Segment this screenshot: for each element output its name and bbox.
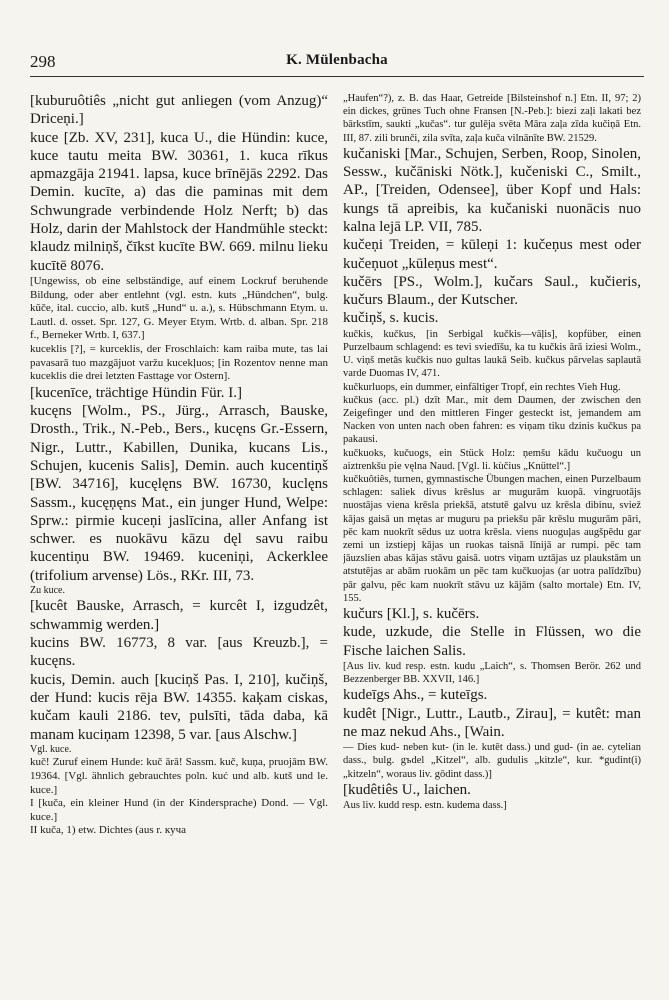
entry-kuckurluops: kučkurluops, ein dummer, einfältiger Tropf, ein rechtes Vieh Hug. xyxy=(343,381,621,393)
entry-kudeigs: kudeīgs Ahs., = kuteīgs. xyxy=(343,687,488,704)
entry-kudeties: [kudêtiês U., laichen. xyxy=(343,781,471,798)
entry-kuckis: kučkis, kučkus, [in Serbigal kučkis—vāļis], kopfüber, einen Purzelbaum schlagend: es tevi sviedīšu, ka tu kučkis ārā iziesi Wolm., U. viņš metās kučkis nuo gultas laukā Seib. kučkus pārvelas saplautā varde Duomas IV, 471. xyxy=(343,328,641,380)
etymology-kudeties: Aus liv. kudd resp. estn. kudema dass.] xyxy=(343,800,507,812)
note-kucens: Zu kuce. xyxy=(30,584,65,596)
entry-kuce: kuce [Zb. XV, 231], kuca U., die Hündin: kuce, kuce tautu meita BW. 30361, 1. kuca rīkus apmazgāja 21941. lapsa, kuce brīnējās 2292. Das Demin. kucīte, a) das die paminas mit dem Schwungrade verbindende Holz Nerft; b) das Holz, darin der Mahlstock der Handmühle steckt: klaudz milniņš, čīkst kucīte BW. 669. milnu lieku kucītē 8076. xyxy=(30,129,328,274)
entry-kuca-1: I [kuča, ein kleiner Hund (in der Kindersprache) Dond. — Vgl. kuce.] xyxy=(30,797,328,823)
entry-kucaniski: kučaniski [Mar., Schujen, Serben, Roop, Sinolen, Sessw., kučāniski Nötk.], kučeniski C., Smilt., AP., [Treiden, Odensee], über Kopf und Hals: kungs tā apreibis, ka kučaniski nuonācis nuo kalna lejā LP. VII, 785. xyxy=(343,145,641,235)
entry-kuckuoks: kučkuoks, kučuogs, ein Stück Holz: ņemšu kādu kučuogu un aiztrenkšu pie vęlna Naud. [Vgl. li. kùčius „Knüttel“.] xyxy=(343,447,641,472)
entry-kucins: kucins BW. 16773, 8 var. [aus Kreuzb.], = kucęns. xyxy=(30,635,328,670)
entry-kude: kude, uzkude, die Stelle in Flüssen, wo die Fische laichen Salis. xyxy=(343,624,641,659)
entry-kucens: kucęns [Wolm., PS., Jürg., Arrasch, Bauske, Drosth., Trik., N.-Peb., Bers., kucęns Gr.-Essern, Nigr., Luttr., Kabillen, Dunika, kucans Lis., Schujen, kucenis Salis], Demin. auch kucentiņš [BW. 34716], kucęlęns BW. 16730, kuclęns Sassm., kucęņęns Mat., ein junger Hund, Welpe: Sprw.: pirmie kuceņi jaslīcina, aller Anfang ist schwer. es nuokāvu kāzu dęl savu raibu kucentiņu BW. 19469. kuceniņi, Ackerklee (trifolium arvense) Lös., RKr. III, 73. xyxy=(30,403,328,584)
entry-kuceni: kučeņi Treiden, = kūleņi 1: kučeņus mest oder kučeņuot „kūleņus mest“. xyxy=(343,237,641,272)
entry-kuburuotis: [kuburuôtiês „nicht gut anliegen (vom Anzug)“ Driceņi.] xyxy=(30,93,328,128)
entry-kucet: [kucêt Bauske, Arrasch, = kurcêt I, izgudzêt, schwammig werden.] xyxy=(30,598,328,633)
running-head: K. Mülenbacha xyxy=(286,52,388,68)
page-number: 298 xyxy=(30,52,56,71)
entry-kuckus: kučkus (acc. pl.) dzīt Mar., mit dem Daumen, der zwischen den Zeigefinger und den mittleren Finger gesteckt ist, jemandem am Nacken von unten nach oben fahren: es viņam tiku dzinis kučkus pa pakausi. xyxy=(343,394,641,446)
entry-kuc: kuč! Zuruf einem Hunde: kuč ārā! Sassm. kuč, kuņa, pruojām BW. 19364. [Vgl. ähnlich gebrauchtes poln. kuć und alb. kutš und le. kuce.] xyxy=(30,756,328,796)
entry-kuca-2: II kuča, 1) etw. Dichtes (aus r. кучa xyxy=(30,824,187,837)
entry-kuceklis: kuceklis [?], = kurceklis, der Froschlaich: kam raiba mute, tas lai pavasarā tuo mazgājuot varžu kucekļuos; [in Rozentov nenne man kuceklis die drei letzten Fasttage vor Ostern]. xyxy=(30,342,328,383)
header-rule xyxy=(30,76,644,77)
note-kucis: Vgl. kuce. xyxy=(30,743,72,755)
right-column xyxy=(343,92,641,992)
entry-kucers: kučērs [PS., Wolm.], kučars Saul., kučieris, kučurs Blaum., der Kutscher. xyxy=(343,273,641,309)
etymology-kuce: [Ungewiss, ob eine selbständige, auf einem Lockruf beruhende Bildung, oder aber entlehnt (vgl. estn. kuts „Hündchen“, bulg. kŭče, ital. cuccio, alb. kutš „Hund“ u. a.), s. Hübschmann Etym. u. Lautl. d. osset. Spr. 127, G. Meyer Etym. Wrtb. d. alban. Spr. 218 f., Berneker Wrtb. I, 637.] xyxy=(30,274,328,342)
etymology-kudet: — Dies kud- neben kut- (in le. kutēt dass.) und gud- (in ae. cytelian dass., bulg. gъdel „Kitzel“, alb. gudulis „kitzle“, kur. *gudint(i) „kitzeln“, woraus liv. gōdint dass.)] xyxy=(343,742,641,780)
entry-kucurs: kučurs [Kl.], s. kučērs. xyxy=(343,606,480,623)
entry-kudet: kudêt [Nigr., Luttr., Lautb., Zirau], = kutêt: man ne maz nekud Ahs., [Wain. xyxy=(343,705,641,740)
page-header xyxy=(30,52,644,76)
etymology-kude: [Aus liv. kud resp. estn. kudu „Laich“, s. Thomsen Berör. 262 und Bezzenberger BB. XXVII, 146.] xyxy=(343,660,641,686)
entry-kuckuoties: kučkuôtiês, turnen, gymnastische Übungen machen, einen Purzelbaum schlagen: saliek divus krēslus ar mugurām kuopā. vingruotājs nuostājas viena krēsla priekšā, atstutē galvu uz krēsla dibinu, sviež kājas gaisā un mętas ar muguru pa priekšu pār krēslu mugurām pāri, pēc kam nuokrīt sēdus uz uotra krēsla. viens nuoguļas augšpēdu gar zemi un izstiepj kājas un ruokas taisnā līnijā ar rumpi. pēc tam jāuzslien abas kājas stāvu gaisā. uotrs viņam uztājas uz plaukstām un atstutējas ar abām ruokām un pēc tam kučkuojas (ar uotra palīdzību) pār galvu, pēc kam nuokrīt stāvu uz kājām (salto mortale) Etn. IV, 155. xyxy=(343,474,641,604)
entry-kucis: kucis, Demin. auch [kuciņš Pas. I, 210], kučiņš, der Hund: kucis rēja BW. 14355. kaķam ciskas, kučam kauli 2186. tev, pulsīti, tāda daba, kā manam kuciņam 12398, 5 var. [aus Alschw.] xyxy=(30,671,328,743)
entry-kucenice: [kucenīce, trächtige Hündin Für. I.] xyxy=(30,384,243,401)
entry-kuca-2-cont: „Haufen“?), z. B. das Haar, Getreide [Bilsteinshof n.] Etn. II, 97; 2) ein dickes, grünes Tuch ohne Fransen [N.-Peb.]: biezi zaļi lakati bez bārkstīm, saukti „kučas“. tur gulēja svēta Māra zaļa zīda kučiņā Etn. III, 87. zili brunči, zila svīta, zaļa kuča vilnānīte BW. 21529. xyxy=(343,93,641,144)
left-column xyxy=(30,92,328,992)
entry-kucins-ref: kučiņš, s. kucis. xyxy=(343,310,439,327)
